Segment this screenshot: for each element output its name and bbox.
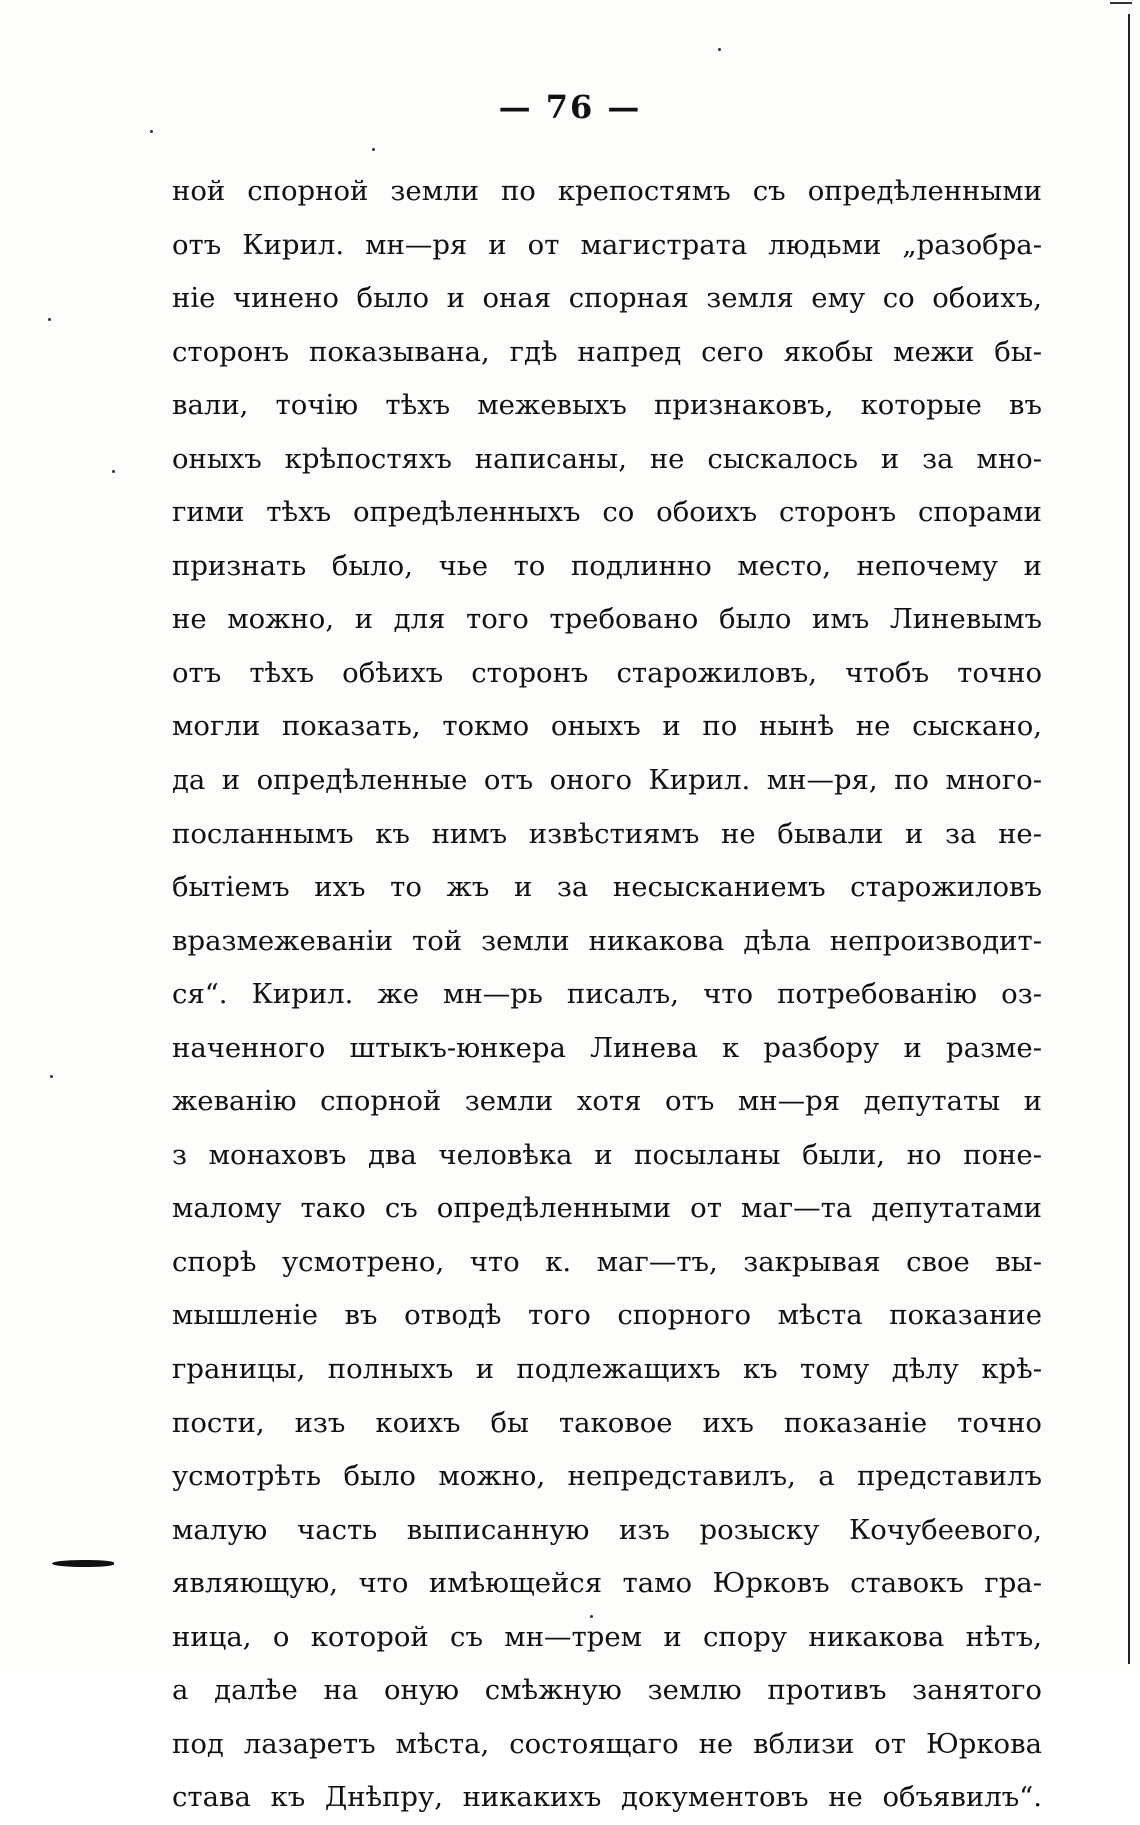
text-line: признать было, чье то подлинно место, непочему и: [172, 549, 1042, 582]
text-line: отъ тѣхъ обѣихъ сторонъ старожиловъ, чтобъ точно: [172, 656, 1042, 689]
text-line: ніе чинено было и оная спорная земля ему со обоихъ,: [172, 282, 1042, 315]
text-line: вразмежеваніи той земли никакова дѣла непроизводит-: [172, 924, 1042, 957]
text-line: малую часть выписанную изъ розыску Кочубеевого,: [172, 1513, 1042, 1546]
text-line: наченного штыкъ-юнкера Линева к разбору и разме-: [172, 1031, 1042, 1064]
text-line: бытіемъ ихъ то жъ и за несысканиемъ старожиловъ: [172, 871, 1042, 904]
body-text: [172, 165, 1042, 1825]
right-margin-rule: [1128, 14, 1130, 1664]
text-line: гими тѣхъ опредѣленныхъ со обоихъ сторонъ спорами: [172, 496, 1042, 529]
text-line: не можно, и для того требовано было имъ Линевымъ: [172, 603, 1042, 636]
text-line: под лазаретъ мѣста, состоящаго не вблизи от Юркова: [172, 1727, 1042, 1760]
text-line: границы, полныхъ и подлежащихъ къ тому дѣлу крѣ-: [172, 1353, 1042, 1386]
ink-speck: [50, 1075, 53, 1078]
text-line: являющую, что имѣющейся тамо Юрковъ ставокъ гра-: [172, 1567, 1042, 1600]
ink-speck: [372, 148, 375, 151]
ink-speck: [48, 318, 51, 321]
text-line: а далѣе на оную смѣжную землю противъ занятого: [172, 1674, 1042, 1707]
text-line: ной спорной земли по крепостямъ съ опредѣленными: [172, 175, 1042, 207]
text-line: мышленіе въ отводѣ того спорного мѣста показание: [172, 1299, 1042, 1332]
ink-speck: [112, 470, 115, 473]
text-line: спорѣ усмотрено, что к. маг—тъ, закрывая свое вы-: [172, 1245, 1042, 1278]
text-line: сторонъ показывана, гдѣ напред сего якобы межи бы-: [172, 335, 1042, 368]
margin-ink-mark: [52, 1560, 114, 1567]
ink-speck: [718, 48, 721, 51]
text-line: да и опредѣленные отъ оного Кирил. мн—ря, по много-: [172, 764, 1042, 797]
ink-speck: [150, 130, 153, 133]
text-line: з монаховъ два человѣка и посыланы были, но поне-: [172, 1138, 1042, 1171]
text-line: пости, изъ коихъ бы таковое ихъ показаніе точно: [172, 1406, 1042, 1439]
text-line: усмотрѣть было можно, непредставилъ, а представилъ: [172, 1460, 1042, 1493]
text-line: ся“. Кирил. же мн—рь писалъ, что потребованію оз-: [172, 978, 1042, 1011]
text-line: става къ Днѣпру, никакихъ документовъ не объявилъ“.: [172, 1781, 1042, 1814]
text-line: могли показать, токмо оныхъ и по нынѣ не сыскано,: [172, 710, 1042, 743]
page-number: — 76 —: [498, 88, 642, 126]
text-line: малому тако съ опредѣленными от маг—та депутатами: [172, 1192, 1042, 1225]
text-line: ница, о которой съ мн—трем и спору никакова нѣтъ,: [172, 1620, 1042, 1653]
text-line: оныхъ крѣпостяхъ написаны, не сыскалось и за мно-: [172, 442, 1042, 475]
text-line: отъ Кирил. мн—ря и от магистрата людьми „разобра-: [172, 228, 1042, 261]
corner-mark: [1110, 2, 1132, 4]
text-line: вали, точію тѣхъ межевыхъ признаковъ, которые въ: [172, 389, 1042, 422]
text-line: посланнымъ къ нимъ извѣстиямъ не бывали и за не-: [172, 817, 1042, 850]
text-line: жеванію спорной земли хотя отъ мн—ря депутаты и: [172, 1085, 1042, 1118]
